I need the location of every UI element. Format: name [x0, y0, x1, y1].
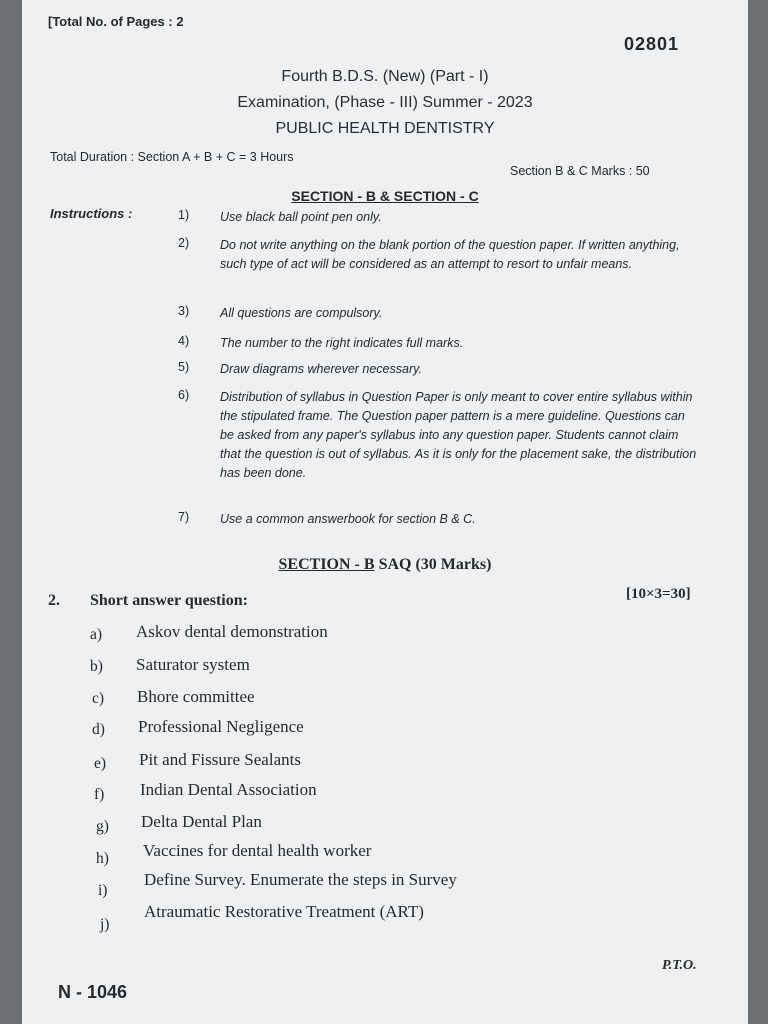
sub-question-text: Askov dental demonstration — [136, 622, 328, 641]
sub-question-label: h) — [96, 850, 109, 867]
instruction-number: 6) — [178, 388, 190, 402]
sub-question-label: a) — [90, 626, 103, 643]
question-title: Short answer question: — [90, 592, 248, 609]
sub-question-text: Saturator system — [136, 655, 250, 674]
sub-question-label: c) — [92, 690, 105, 707]
exam-subject: PUBLIC HEALTH DENTISTRY — [275, 120, 495, 137]
instruction-text: Use a common answerbook for section B & C. — [220, 512, 476, 526]
sub-question-label: j) — [100, 916, 110, 933]
sub-question-text: Indian Dental Association — [140, 780, 317, 799]
instruction-number: 2) — [178, 236, 190, 250]
instruction-text: Use black ball point pen only. — [220, 210, 382, 224]
instruction-text: Do not write anything on the blank portion of the question paper. If written anything, such type of act will be considered as an attempt to resort to unfair means. — [220, 238, 680, 271]
instruction-number: 7) — [178, 510, 190, 524]
sub-question-text: Vaccines for dental health worker — [143, 841, 372, 860]
total-duration: Total Duration : Section A + B + C = 3 Hours — [50, 150, 294, 164]
instruction-number: 4) — [178, 334, 190, 348]
sub-question-label: f) — [94, 786, 105, 803]
instruction-text: Draw diagrams wherever necessary. — [220, 362, 422, 376]
exam-paper — [22, 0, 748, 1024]
sub-question-text: Delta Dental Plan — [141, 812, 262, 831]
paper-n-code: N - 1046 — [58, 982, 128, 1002]
section-b-subtitle: SAQ (30 Marks) — [374, 556, 492, 573]
sub-question-text: Professional Negligence — [138, 717, 304, 736]
section-marks: Section B & C Marks : 50 — [510, 164, 650, 178]
section-heading: SECTION - B & SECTION - C — [291, 188, 479, 204]
sub-question-label: i) — [98, 882, 108, 899]
total-pages: [Total No. of Pages : 2 — [48, 14, 184, 29]
sub-question-text: Atraumatic Restorative Treatment (ART) — [144, 902, 424, 921]
question-number: 2. — [48, 592, 60, 609]
sub-question-text: Bhore committee — [137, 687, 255, 706]
section-b-title: SECTION - B — [278, 556, 375, 573]
instructions-label: Instructions : — [50, 206, 133, 221]
question-marks: [10×3=30] — [626, 586, 691, 602]
sub-question-label: e) — [94, 755, 107, 772]
sub-question-text: Define Survey. Enumerate the steps in Survey — [144, 870, 457, 889]
pto-label: P.T.O. — [662, 958, 697, 973]
instruction-number: 3) — [178, 304, 190, 318]
section-b-heading — [22, 556, 748, 574]
instruction-text: The number to the right indicates full marks. — [220, 336, 464, 350]
sub-question-label: g) — [96, 818, 109, 835]
exam-title-line2: Examination, (Phase - III) Summer - 2023 — [237, 94, 533, 111]
exam-title-line1: Fourth B.D.S. (New) (Part - I) — [281, 68, 489, 85]
sub-question-text: Pit and Fissure Sealants — [139, 750, 301, 769]
instruction-text: All questions are compulsory. — [220, 306, 383, 320]
instruction-number: 1) — [178, 208, 190, 222]
sub-question-label: d) — [92, 721, 105, 738]
instruction-text: Distribution of syllabus in Question Paper is only meant to cover entire syllabus within the stipulated frame. The Question paper pattern is a mere guideline. Questions can be asked from any paper's syllabus into any question paper. Students cannot claim that the question is out of syllabus. As it is only for the placement sake, the distribution has been done. — [220, 390, 697, 480]
instruction-number: 5) — [178, 360, 190, 374]
sub-question-label: b) — [90, 658, 103, 675]
paper-code: 02801 — [624, 34, 680, 54]
